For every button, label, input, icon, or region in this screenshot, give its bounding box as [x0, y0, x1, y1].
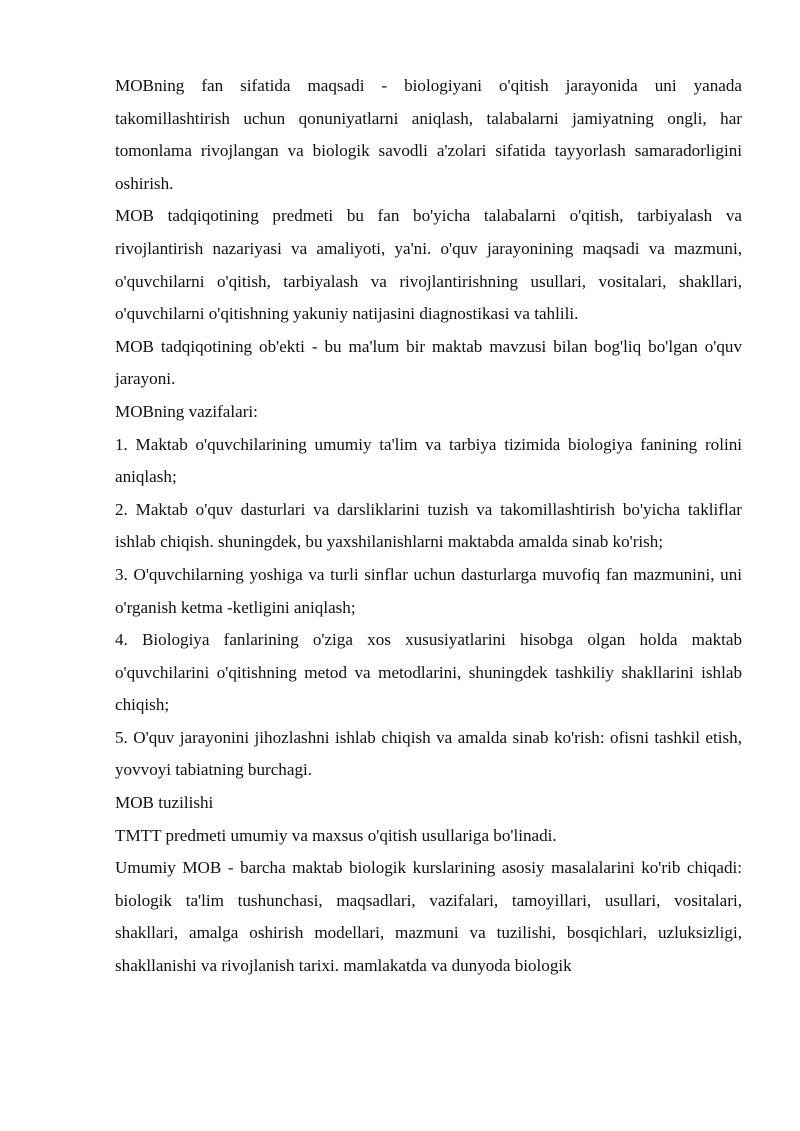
paragraph-task-5: 5. O'quv jarayonini jihozlashni ishlab chiqish va amalda sinab ko'rish: ofisni tashkil etish, yovvoyi tabiatning burchagi. — [115, 727, 742, 780]
document-body — [115, 70, 742, 983]
paragraph-subject: MOB tadqiqotining predmeti bu fan bo'yicha talabalarni o'qitish, tarbiyalash va rivojlantirish nazariyasi va amaliyoti, ya'ni. o'quv jarayonining maqsadi va mazmuni, o'quvchilarni o'qitish, tarbiyalash va rivojlantirishning usullari, vositalari, shakllari, o'quvchilarni o'qitishning yakuniy natijasini diagnostikasi va tahlili. — [115, 206, 742, 324]
paragraph-object: MOB tadqiqotining ob'ekti - bu ma'lum bir maktab mavzusi bilan bog'liq bo'lgan o'quv jarayoni. — [115, 336, 742, 389]
paragraph-structure-heading: MOB tuzilishi — [115, 793, 214, 813]
paragraph-general-mob: Umumiy MOB - barcha maktab biologik kurslarining asosiy masalalarini ko'rib chiqadi: biologik ta'lim tushunchasi, maqsadlari, vazifalari, tamoyillari, usullari, vositalari, shakllari, amalga oshirish modellari, mazmuni va tuzilishi, bosqichlari, uzluksizligi, shakllanishi va rivojlanish tarixi. mamlakatda va dunyoda biologik — [115, 858, 742, 976]
paragraph-task-4: 4. Biologiya fanlarining o'ziga xos xususiyatlarini hisobga olgan holda maktab o'quvchilarini o'qitishning metod va metodlarini, shuningdek tashkiliy shakllarini ishlab chiqish; — [115, 630, 742, 715]
paragraph-goal: MOBning fan sifatida maqsadi - biologiyani o'qitish jarayonida uni yanada takomillashtirish uchun qonuniyatlarni aniqlash, talabalarni jamiyatning ongli, har tomonlama rivojlangan va biologik savodli a'zolari sifatida tayyorlash samaradorligini oshirish. — [115, 76, 742, 193]
paragraph-task-3: 3. O'quvchilarning yoshiga va turli sinflar uchun dasturlarga muvofiq fan mazmunini, uni o'rganish ketma -ketligini aniqlash; — [115, 564, 742, 617]
paragraph-task-2: 2. Maktab o'quv dasturlari va darsliklarini tuzish va takomillashtirish bo'yicha takliflar ishlab chiqish. shuningdek, bu yaxshilanishlarni maktabda amalda sinab ko'rish; — [115, 499, 742, 552]
paragraph-task-1: 1. Maktab o'quvchilarining umumiy ta'lim va tarbiya tizimida biologiya fanining rolini aniqlash; — [115, 434, 742, 487]
paragraph-structure-intro: TMTT predmeti umumiy va maxsus o'qitish usullariga bo'linadi. — [115, 825, 557, 845]
paragraph-tasks-heading: MOBning vazifalari: — [115, 401, 258, 421]
